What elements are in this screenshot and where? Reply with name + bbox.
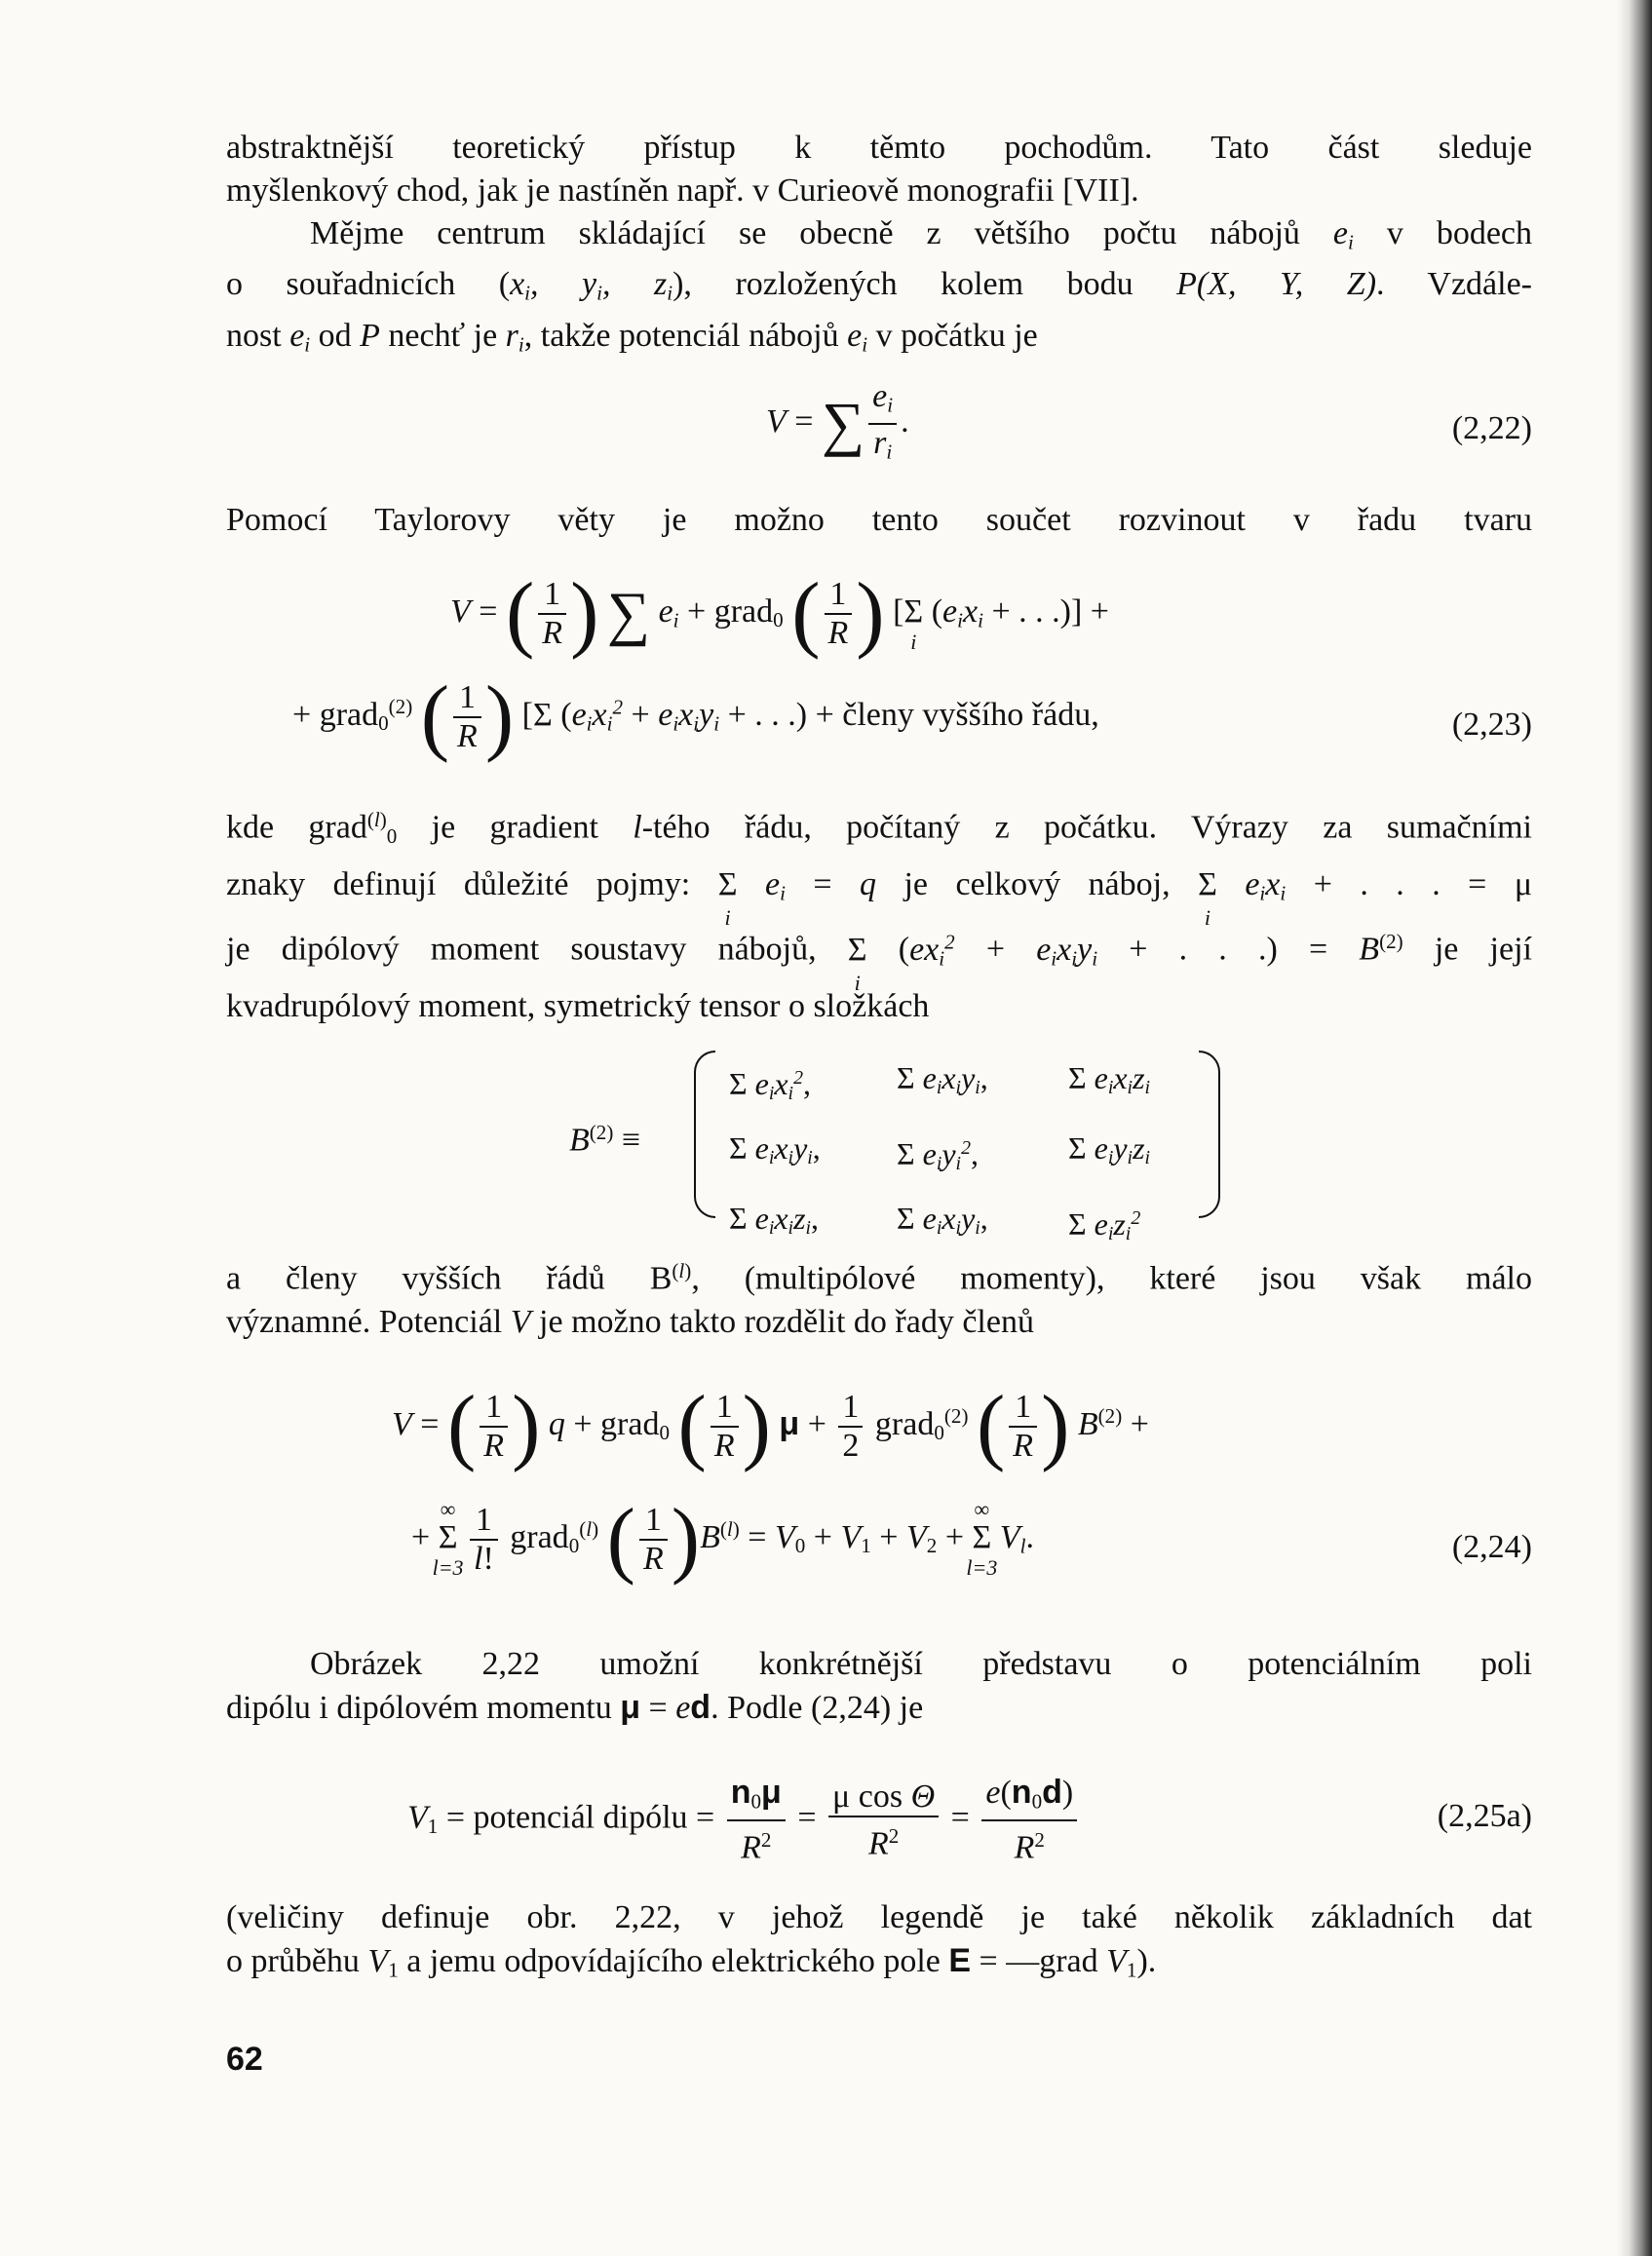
text-line: o průběhu $V_1$ a jemu odpovídajícího elektrického pole E = —grad $V_1$). xyxy=(226,1942,1157,1982)
text-line: kvadrupólový moment, symetrický tensor o složkách xyxy=(226,987,930,1024)
matrix-cell: Σ $e_ix_i^2$, xyxy=(729,1065,811,1104)
equation-2-22: V = ∑ $\frac{e_i}{r_i}$ . xyxy=(766,378,909,471)
text-line: je dipólový moment soustavy nábojů, Σ i ($ex_i^2 + e_ix_iy_i$ + . . .) = $B^{(2)}$ je její xyxy=(226,930,1532,995)
page-edge-shadow xyxy=(1617,0,1652,2256)
quadrupole-matrix xyxy=(694,1051,1220,1244)
matrix-left-bracket xyxy=(694,1051,715,1218)
matrix-cell: Σ $e_iy_iz_i$ xyxy=(1068,1129,1151,1168)
equation-2-25a: $V_1$ = potenciál dipólu = $\frac{n_0\mu}{R^2}$ = $\frac{\text{μ cos Θ}}{R^2}$ = $\frac{e(n_0d)}{R^2}$ xyxy=(407,1774,1081,1867)
paragraph-dipole xyxy=(226,1643,1532,1730)
equation-2-24-line1: V = ( $\frac{1}{R}$ ) q + grad$_0$ ( $\frac{1}{R}$ ) μ + $\frac{1}{2}$ grad$_0^{(2)}$ ( $\frac{1}{R}$ ) $B^{(2)}$ + xyxy=(392,1379,1149,1473)
text-line: Obrázek 2,22 umožní konkrétnější představu o potenciálním poli xyxy=(310,1646,1532,1682)
equation-2-23-line1: V = ( $\frac{1}{R}$ ) ∑ $e_i$ + grad$_0$ ( $\frac{1}{R}$ ) [Σ i ($e_ix_i$ + . . .)] + xyxy=(450,566,1109,661)
text-line: významné. Potenciál V je možno takto rozdělit do řady členů xyxy=(226,1303,1034,1340)
matrix-label: $B^{(2)}$ ≡ xyxy=(569,1121,641,1159)
matrix-cell: Σ $e_ix_iy_i$, xyxy=(897,1060,988,1098)
text-line: (veličiny definuje obr. 2,22, v jehož legendě je také několik základních dat xyxy=(226,1899,1532,1935)
text-line: kde grad$^{(l)}_0$ je gradient l-tého řádu, počítaný z počátku. Výrazy za sumačními xyxy=(226,808,1532,848)
equation-number: (2,25a) xyxy=(1437,1798,1532,1834)
equation-number: (2,23) xyxy=(1451,707,1532,743)
matrix-cells xyxy=(729,1051,1197,1261)
text-line: dipólu i dipólovém momentu μ = ed. Podle (2,24) je xyxy=(226,1689,924,1726)
text-line: znaky definují důležité pojmy: Σ i $e_i = q$ je celkový náboj, Σ i $e_ix_i$ + . . . = μ xyxy=(226,865,1533,930)
paragraph-moments xyxy=(226,795,1532,1031)
equation-2-24-line2: + Σ ∞ l=3 $\frac{1}{l!}$ grad$_0^{(l)}$ ( $\frac{1}{R}$ )$B^{(l)} = V_0 + V_1 + V_2 + \Sigma$ ∞ l=3 $V_l$. xyxy=(411,1492,1034,1587)
text-line: nost $e_i$ od P nechť je $r_i$, takže potenciál nábojů $e_i$ v počátku je xyxy=(226,317,1038,356)
text-line: Mějme centrum skládající se obecně z většího počtu nábojů $e_i$ v bodech xyxy=(310,215,1533,254)
text-line: abstraktnější teoretický přístup k těmto pochodům. Tato část sleduje xyxy=(226,130,1532,166)
text-line: Pomocí Taylorovy věty je možno tento součet rozvinout v řadu tvaru xyxy=(226,502,1532,538)
equation-2-23-line2: + grad$_0^{(2)}$ ( $\frac{1}{R}$ ) [Σ ($e_ix_i^2 + e_ix_iy_i$ + . . .) + členy vyššího řádu, xyxy=(292,669,1099,764)
paragraph-intro xyxy=(226,127,1532,212)
paragraph-taylor xyxy=(226,499,1532,542)
paragraph-charges xyxy=(226,212,1532,365)
matrix-cell: Σ $e_ix_iy_i$, xyxy=(897,1200,988,1239)
matrix-cell: Σ $e_iy_i^2$, xyxy=(897,1135,979,1174)
paragraph-multipoles xyxy=(226,1249,1532,1344)
equation-number: (2,24) xyxy=(1451,1529,1532,1565)
equation-number: (2,22) xyxy=(1451,410,1532,446)
matrix-cell: Σ $e_iz_i^2$ xyxy=(1068,1205,1141,1244)
matrix-cell: Σ $e_ix_iy_i$, xyxy=(729,1129,821,1168)
text-line: o souřadnicích ($x_i$, $y_i$, $z_i$), rozložených kolem bodu P(X, Y, Z). Vzdále- xyxy=(226,266,1533,305)
paragraph-field xyxy=(226,1896,1532,1991)
text-line: a členy vyšších řádů $B^{(l)}$, (multipólové momenty), které jsou však málo xyxy=(226,1259,1532,1297)
matrix-cell: Σ $e_ix_iz_i$, xyxy=(729,1200,820,1239)
page-number: 62 xyxy=(226,2041,263,2078)
text-line: myšlenkový chod, jak je nastíněn např. v Curieově monografii [VII]. xyxy=(226,172,1139,209)
matrix-right-bracket xyxy=(1199,1051,1220,1218)
matrix-cell: Σ $e_ix_iz_i$ xyxy=(1068,1060,1151,1098)
